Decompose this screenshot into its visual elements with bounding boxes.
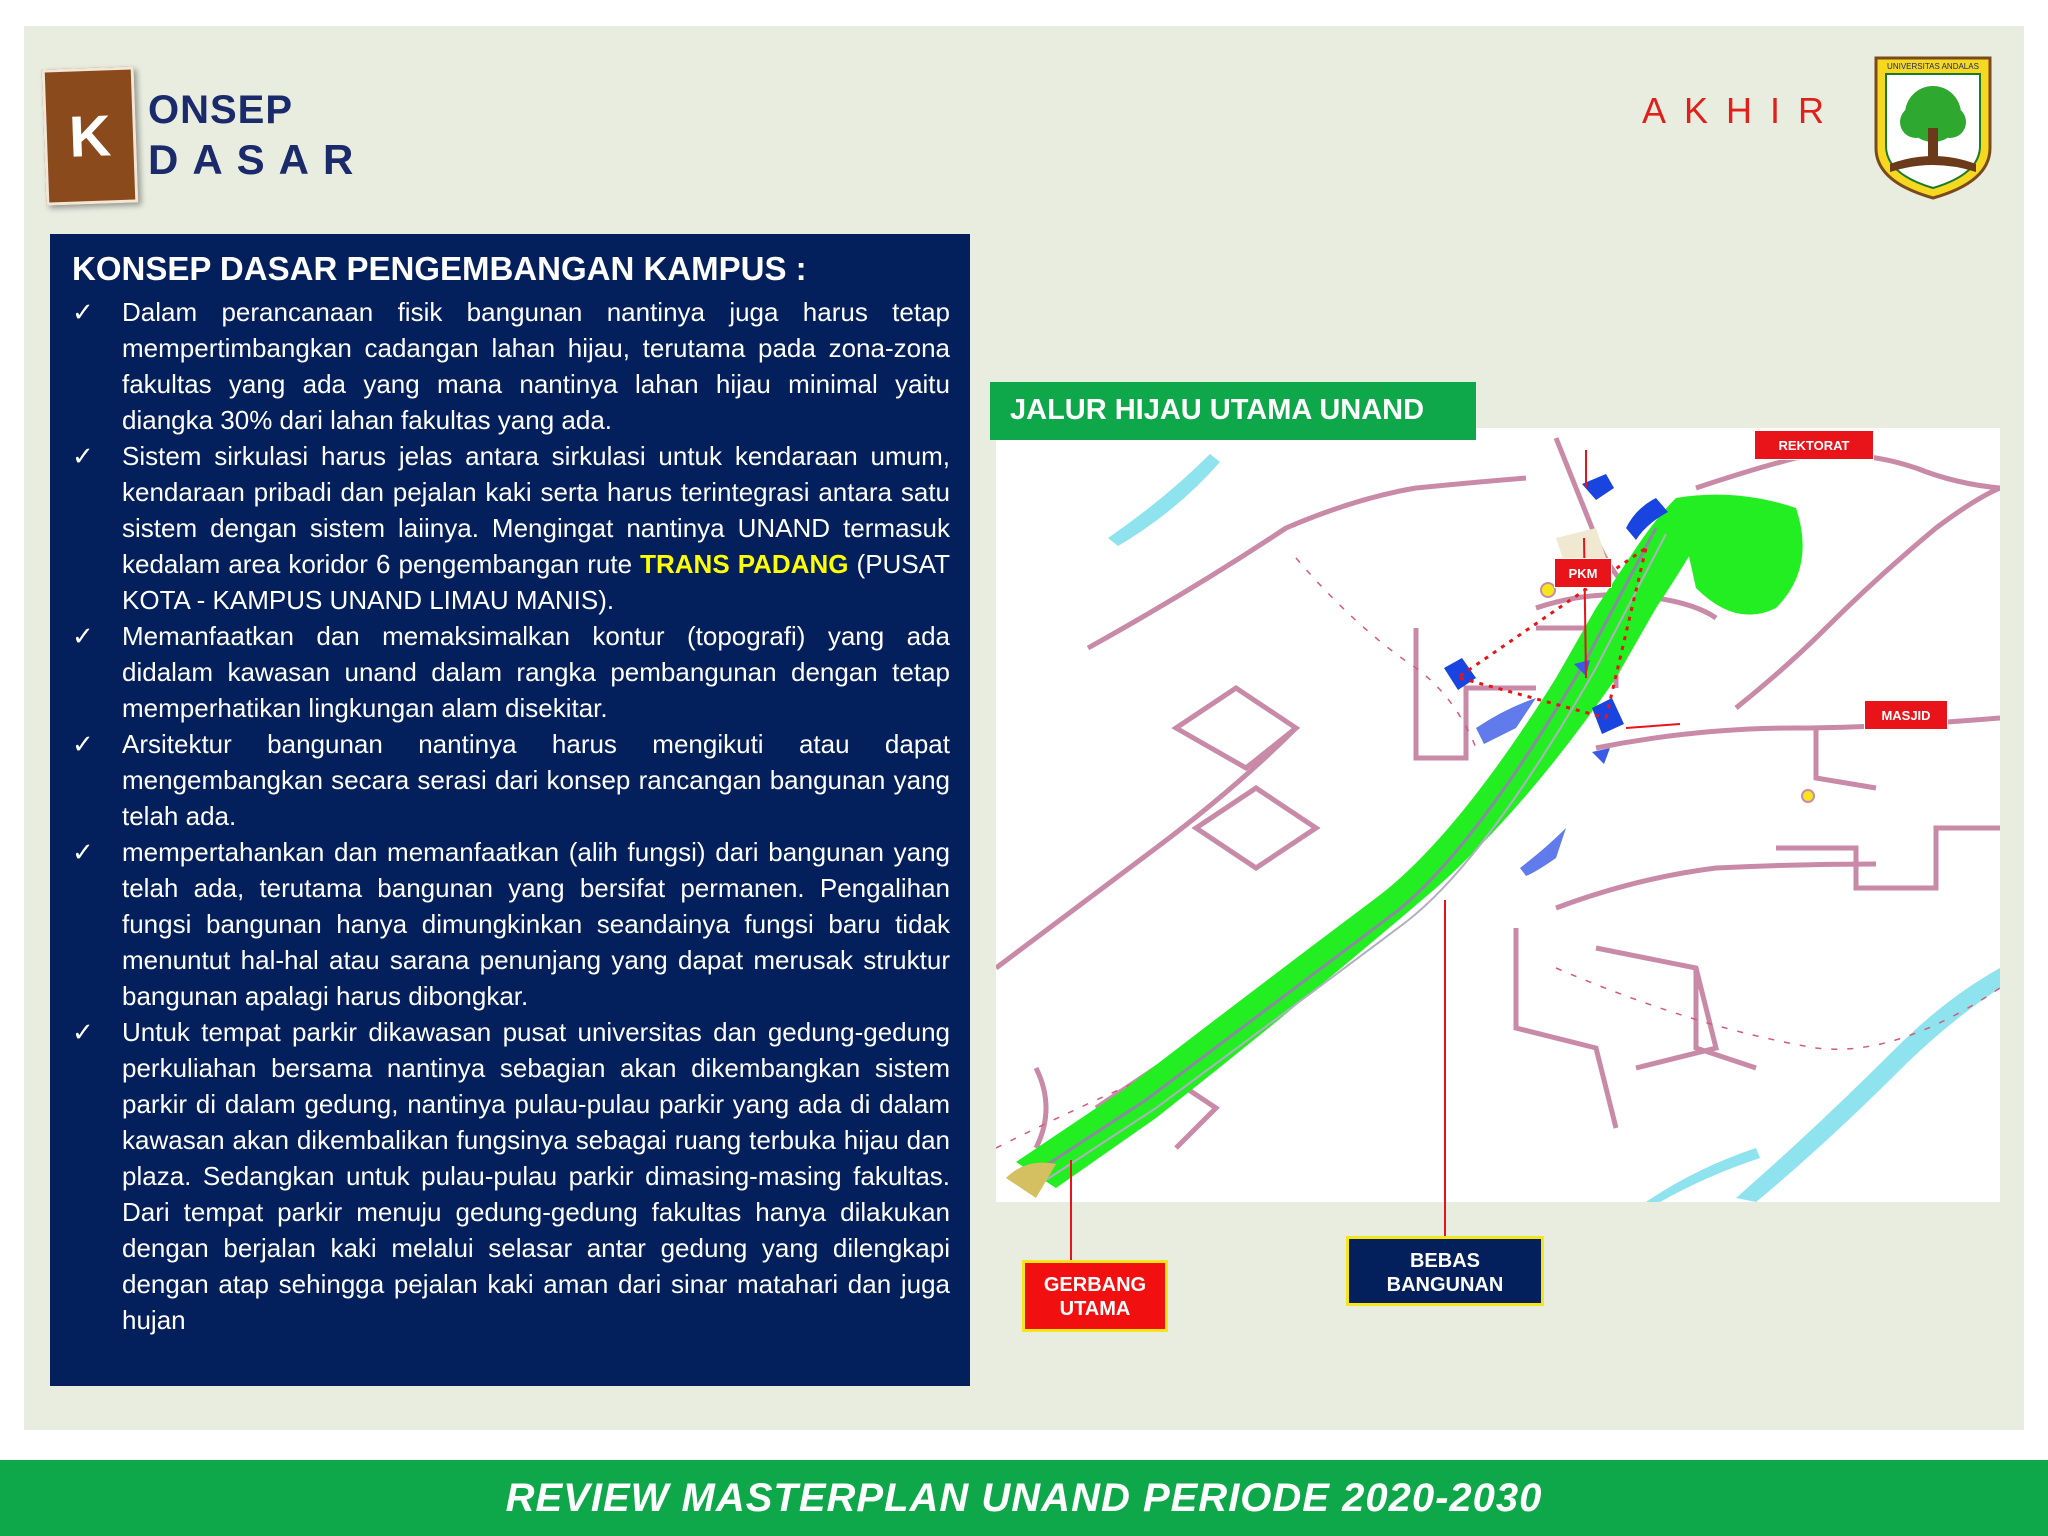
section-title-line2: DASAR	[148, 136, 368, 183]
concept-text-box	[50, 234, 970, 1386]
callout-gerbang-utama: GERBANG UTAMA	[1022, 1260, 1168, 1332]
pond-2	[1520, 828, 1566, 876]
callout-bebas-bangunan: BEBAS BANGUNAN	[1346, 1236, 1544, 1306]
site-plan-drawing	[996, 428, 2000, 1202]
list-item: ✓ Memanfaatkan dan memaksimalkan kontur (topografi) yang ada didalam kawasan unand dalam rangka pembangunan dengan tetap memperhatikan lingkungan alam disekitar.	[72, 618, 950, 726]
section-title-line1: ONSEP	[148, 88, 294, 132]
building-pkm	[1444, 658, 1476, 690]
university-logo-icon	[1868, 52, 1998, 202]
list-item: ✓ mempertahankan dan memanfaatkan (alih fungsi) dari bangunan yang telah ada, terutama bangunan yang bersifat permanen. Pengalihan fungsi bangunan hanya dimungkinkan seandainya fungsi baru tidak menuntut hal-hal atau sarana penunjang yang dapat merusak struktur bangunan apalagi harus dibongkar.	[72, 834, 950, 1014]
footer-title: REVIEW MASTERPLAN UNAND PERIODE 2020-2030	[0, 1460, 2048, 1536]
concept-heading: KONSEP DASAR PENGEMBANGAN KAMPUS :	[72, 250, 807, 287]
check-icon: ✓	[72, 441, 94, 471]
pond-4	[1592, 748, 1610, 764]
list-item: ✓ Arsitektur bangunan nantinya harus mengikuti atau dapat mengembangkan secara serasi dari konsep rancangan bangunan yang telah ada.	[72, 726, 950, 834]
badge-letter: K	[67, 102, 113, 170]
list-item: ✓ Sistem sirkulasi harus jelas antara sirkulasi untuk kendaraan umum, kendaraan pribadi dan pejalan kaki serta harus terintegrasi antara satu sistem dengan sistem laiinya. Mengingat nantinya UNAND termasuk kedalam area koridor 6 pengembangan rute TRANS PADANG (PUSAT KOTA - KAMPUS UNAND LIMAU MANIS).	[72, 438, 950, 618]
green-belt	[1016, 498, 1716, 1188]
campus-site-map	[996, 428, 2000, 1202]
check-icon: ✓	[72, 837, 94, 867]
label-rektorat: REKTORAT	[1754, 430, 1874, 460]
map-heading: JALUR HIJAU UTAMA UNAND	[990, 382, 1476, 440]
concept-list	[72, 294, 950, 1338]
check-icon: ✓	[72, 297, 94, 327]
leader-gerbang	[1070, 1160, 1072, 1260]
check-icon: ✓	[72, 1017, 94, 1047]
label-pkm: PKM	[1554, 558, 1612, 588]
river-east	[1736, 968, 2000, 1202]
leader-bebas	[1444, 900, 1446, 1236]
section-initial-badge	[42, 66, 139, 205]
section-label: AKHIR	[1642, 90, 1843, 131]
list-item: ✓ Dalam perancanaan fisik bangunan nantinya juga harus tetap mempertimbangkan cadangan lahan hijau, terutama pada zona-zona fakultas yang ada yang mana nantinya lahan hijau minimal yaitu diangka 30% dari lahan fakultas yang ada.	[72, 294, 950, 438]
check-icon: ✓	[72, 729, 94, 759]
trans-padang-highlight: TRANS PADANG	[640, 549, 849, 579]
check-icon: ✓	[72, 621, 94, 651]
label-masjid: MASJID	[1864, 700, 1948, 730]
roundabout-2	[1802, 790, 1814, 802]
roundabout-1	[1541, 583, 1555, 597]
svg-text:UNIVERSITAS ANDALAS: UNIVERSITAS ANDALAS	[1887, 62, 1979, 71]
list-item: ✓ Untuk tempat parkir dikawasan pusat universitas dan gedung-gedung perkuliahan bersama nantinya sebagian akan dikembangkan sistem parkir di dalam gedung, nantinya pulau-pulau parkir yang ada di dalam kawasan akan dikembalikan fungsinya sebagai ruang terbuka hijau dan plaza. Sedangkan untuk pulau-pulau parkir dimasing-masing fakultas. Dari tempat parkir menuju gedung-gedung fakultas hanya dilakukan dengan berjalan kaki melalui selasar antar gedung yang dilengkapi dengan atap sehingga pejalan kaki aman dari sinar matahari dan juga hujan	[72, 1014, 950, 1338]
leader-masjid	[1626, 724, 1680, 728]
green-zone-rektorat	[1676, 495, 1803, 615]
river-north	[1108, 454, 1220, 546]
